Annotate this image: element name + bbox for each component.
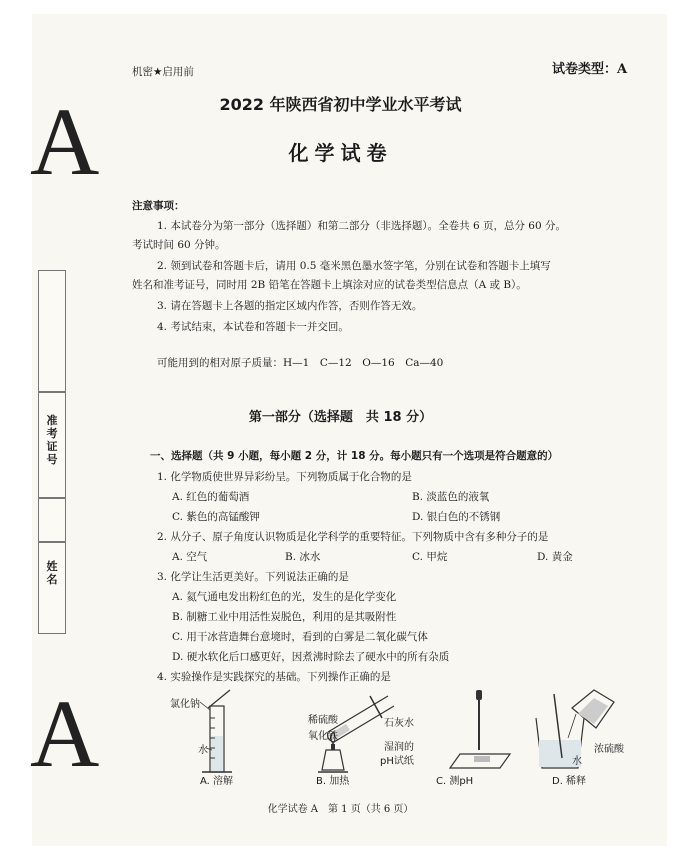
option-a[interactable]: A. 红色的葡萄酒 [172, 491, 250, 503]
notice-line: 1. 本试卷分为第一部分（选择题）和第二部分（非选择题）。全卷共 6 页，总分 60 分。 [157, 220, 566, 232]
part-one-title: 第一部分（选择题 共 18 分） [248, 410, 433, 425]
question-stem: 2. 从分子、原子角度认识物质是化学科学的重要特征。下列物质中含有多种分子的是 [157, 531, 549, 543]
exam-number-label: 准考证号 [46, 414, 58, 466]
option-d[interactable]: D. 黄金 [537, 551, 573, 563]
side-box-middle [38, 498, 66, 542]
notice-line: 3. 请在答题卡上各题的指定区域内作答，否则作答无效。 [157, 300, 423, 312]
exam-title: 2022 年陕西省初中学业水平考试 [219, 95, 462, 114]
question-stem: 4. 实验操作是实践探究的基础。下列操作正确的是 [157, 671, 391, 683]
notice-title: 注意事项： [132, 200, 185, 212]
paper-type-label: 试卷类型：A [552, 62, 628, 77]
atomic-masses: 可能用到的相对原子质量：H—1 C—12 O—16 Ca—40 [157, 357, 444, 369]
figure-b-caption: B. 加热 [316, 776, 350, 787]
option-d[interactable]: D. 硬水软化后口感更好，因煮沸时除去了硬水中的所有杂质 [172, 651, 450, 663]
question-stem: 3. 化学让生活更美好。下列说法正确的是 [157, 571, 349, 583]
notice-line: 姓名和准考证号，同时用 2B 铅笔在答题卡上填涂对应的试卷类型信息点（A 或 B）。 [132, 279, 527, 291]
figure-d-caption: D. 稀释 [552, 776, 587, 787]
notice-line: 2. 领到试卷和答题卡后，请用 0.5 毫米黑色墨水签字笔，分别在试卷和答题卡上填写 [157, 260, 551, 272]
figure-c-label-wet: 湿润的 [384, 742, 414, 753]
option-a[interactable]: A. 氦气通电发出粉红色的光，发生的是化学变化 [172, 591, 397, 603]
paper-type-letter-top: A [30, 88, 100, 195]
figure-b-label-oxide: 氧化铁 [308, 731, 338, 742]
name-box[interactable] [38, 542, 66, 634]
figure-a-caption: A. 溶解 [200, 776, 234, 787]
exam-subtitle: 化学试卷 [288, 141, 393, 165]
paper-type-letter-bottom: A [30, 680, 100, 787]
ph-test-icon [430, 688, 520, 778]
confidential-label: 机密★启用前 [132, 66, 194, 78]
figure-c-label-limewater: 石灰水 [384, 718, 414, 729]
figure-b-label-acid: 稀硫酸 [308, 715, 338, 726]
notice-line: 考试时间 60 分钟。 [132, 239, 226, 251]
figure-c-caption: C. 测pH [436, 776, 474, 787]
option-c[interactable]: C. 紫色的高锰酸钾 [172, 511, 260, 523]
figure-c-ph[interactable] [430, 688, 520, 778]
side-box-top [38, 270, 66, 392]
option-b[interactable]: B. 制糖工业中用活性炭脱色，利用的是其吸附性 [172, 611, 397, 623]
figure-c-label-paper: pH试纸 [380, 756, 414, 767]
option-d[interactable]: D. 银白色的不锈钢 [412, 511, 501, 523]
section-title: 一、选择题（共 9 小题，每小题 2 分，计 18 分。每小题只有一个选项是符合题意的） [150, 450, 559, 462]
figure-a-label-water: 水 [198, 745, 208, 756]
option-a[interactable]: A. 空气 [172, 551, 208, 563]
page-footer: 化学试卷 A 第 1 页（共 6 页） [267, 804, 414, 815]
question-stem: 1. 化学物质使世界异彩纷呈。下列物质属于化合物的是 [157, 471, 412, 483]
option-c[interactable]: C. 用干冰营造舞台意境时，看到的白雾是二氧化碳气体 [172, 631, 428, 643]
figure-d-label-acid: 浓硫酸 [594, 744, 624, 755]
option-b[interactable]: B. 淡蓝色的液氧 [412, 491, 490, 503]
notice-line: 4. 考试结束，本试卷和答题卡一并交回。 [157, 321, 349, 333]
figure-d-label-water: 水 [572, 756, 582, 767]
name-label: 姓名 [46, 560, 58, 586]
option-b[interactable]: B. 冰水 [285, 551, 321, 563]
figure-a-label-salt: 氯化钠 [170, 699, 200, 710]
option-c[interactable]: C. 甲烷 [412, 551, 448, 563]
